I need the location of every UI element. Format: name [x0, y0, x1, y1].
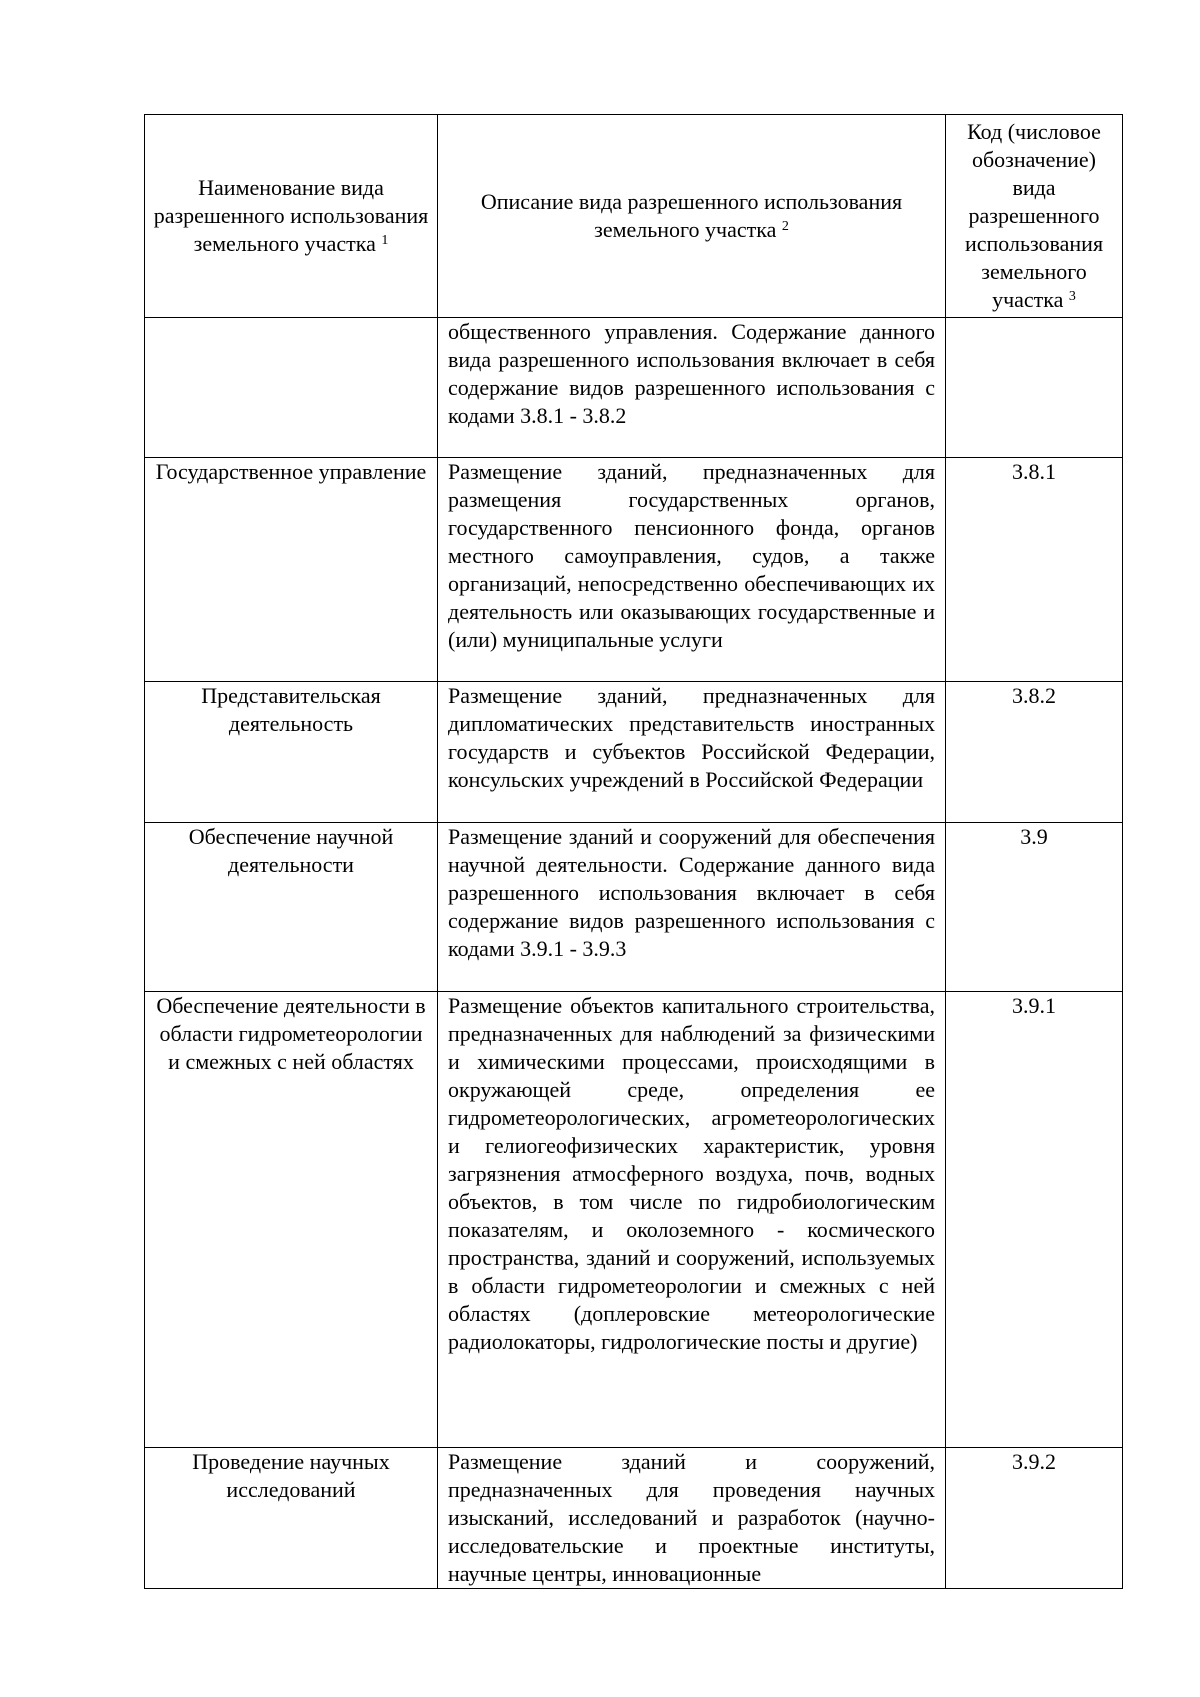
table-row	[145, 682, 1123, 823]
header-code-column: Код (числовое обозначение) вида разрешенного использования земельного участка $^3$	[946, 115, 1123, 318]
footnote-mark: 3	[1068, 289, 1076, 304]
row-description-cell: Размещение зданий и сооружений для обеспечения научной деятельности. Содержание данного вида разрешенного использования включает в себя содержание видов разрешенного использования с кодами 3.9.1 - 3.9.3	[438, 823, 946, 992]
footnote-mark: 1	[381, 233, 389, 248]
table-row	[145, 992, 1123, 1448]
row-name-cell: Обеспечение деятельности в области гидрометеорологии и смежных с ней областях	[145, 992, 438, 1448]
row-code-cell: 3.9.1	[946, 992, 1123, 1448]
row-name-cell: Государственное управление	[145, 458, 438, 682]
row-description-cell: Размещение зданий и сооружений, предназначенных для проведения научных изысканий, исследований и разработок (научно-исследовательские и проектные институты, научные центры, инновационные	[438, 1448, 946, 1589]
table-row	[145, 823, 1123, 992]
header-name-column: Наименование вида разрешенного использования земельного участка $^1$	[145, 115, 438, 318]
row-code-cell: 3.9.2	[946, 1448, 1123, 1589]
row-description-cell: Размещение объектов капитального строительства, предназначенных для наблюдений за физическими и химическими процессами, происходящими в окружающей среде, определения ее гидрометеорологических, агрометеорологических и гелиогеофизических характеристик, уровня загрязнения атмосферного воздуха, почв, водных объектов, в том числе по гидробиологическим показателям, и околоземного - космического пространства, зданий и сооружений, используемых в области гидрометеорологии и смежных с ней областях (доплеровские метеорологические радиолокаторы, гидрологические посты и другие)	[438, 992, 946, 1448]
row-name-cell: Обеспечение научной деятельности	[145, 823, 438, 992]
table-row	[145, 318, 1123, 458]
footnote-mark: 2	[781, 219, 789, 234]
row-code-cell: 3.8.1	[946, 458, 1123, 682]
row-name-cell	[145, 318, 438, 458]
header-description-column: Описание вида разрешенного использования земельного участка $^2$	[438, 115, 946, 318]
row-code-cell	[946, 318, 1123, 458]
row-code-cell: 3.9	[946, 823, 1123, 992]
row-description-cell: общественного управления. Содержание данного вида разрешенного использования включает в себя содержание видов разрешенного использования с кодами 3.8.1 - 3.8.2	[438, 318, 946, 458]
table-row	[145, 458, 1123, 682]
land-use-table	[144, 114, 1123, 1589]
row-name-cell: Представительская деятельность	[145, 682, 438, 823]
row-name-cell: Проведение научных исследований	[145, 1448, 438, 1589]
table-row	[145, 1448, 1123, 1589]
row-code-cell: 3.8.2	[946, 682, 1123, 823]
row-description-cell: Размещение зданий, предназначенных для дипломатических представительств иностранных государств и субъектов Российской Федерации, консульских учреждений в Российской Федерации	[438, 682, 946, 823]
row-description-cell: Размещение зданий, предназначенных для размещения государственных органов, государственного пенсионного фонда, органов местного самоуправления, судов, а также организаций, непосредственно обеспечивающих их деятельность или оказывающих государственные и (или) муниципальные услуги	[438, 458, 946, 682]
table-header-row	[145, 115, 1123, 318]
